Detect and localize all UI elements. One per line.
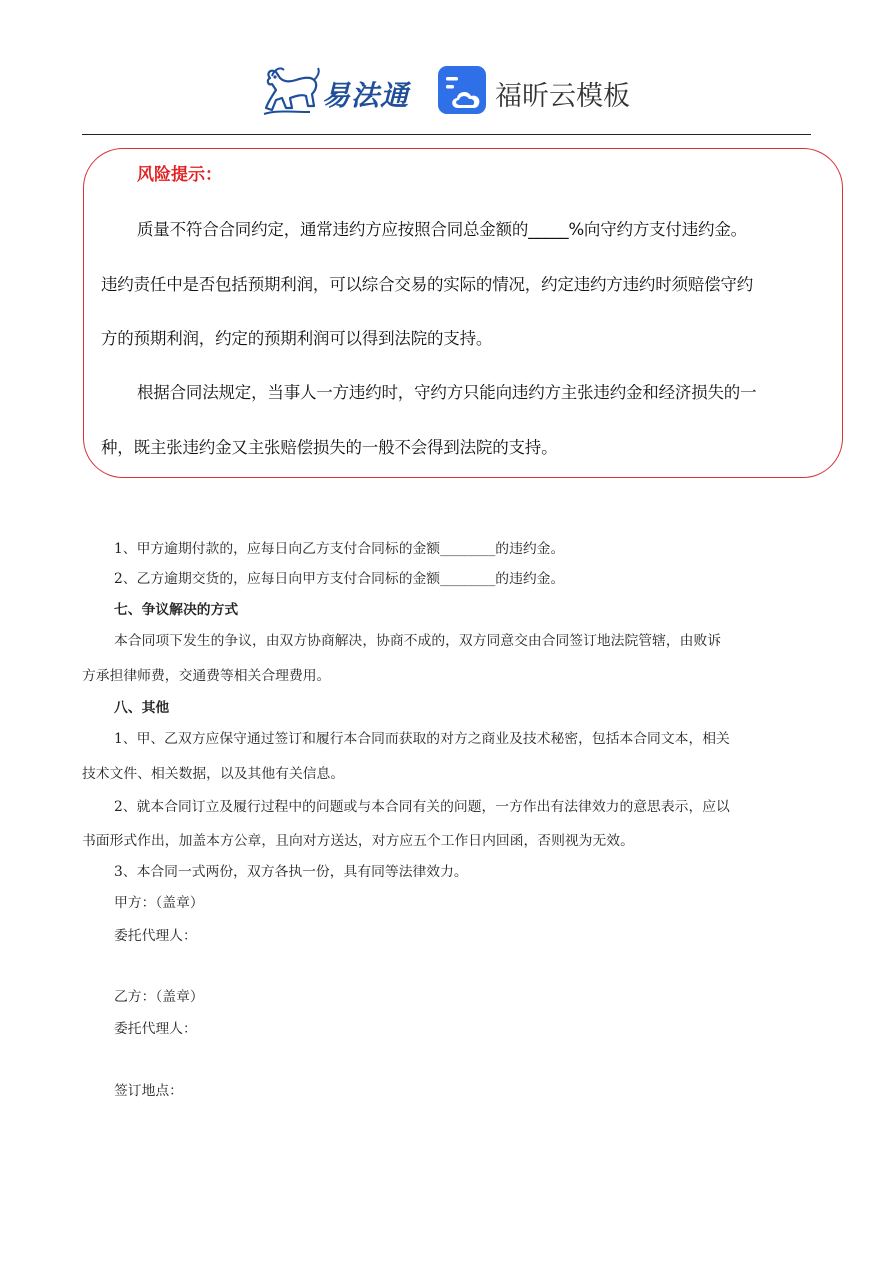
fuxin-logo xyxy=(436,64,636,118)
party-a-signature: 甲方：（盖章） xyxy=(114,895,204,911)
section-heading: 八、其他 xyxy=(114,700,170,716)
cloud-document-icon xyxy=(436,64,488,116)
clause-text: 书面形式作出，加盖本方公章，且向对方送达，对方应五个工作日内回函，否则视为无效。 xyxy=(82,833,634,849)
header-divider xyxy=(82,134,811,135)
party-b-signature: 乙方：（盖章） xyxy=(114,989,204,1005)
party-b-agent: 委托代理人： xyxy=(114,1021,197,1037)
risk-line: 根据合同法规定，当事人一方违约时，守约方只能向违约方主张违约金和经济损失的一 xyxy=(137,383,757,402)
clause-text: 2、就本合同订立及履行过程中的问题或与本合同有关的问题，一方作出有法律效力的意思表示，应以 xyxy=(114,799,730,815)
clause-text: 本合同项下发生的争议，由双方协商解决，协商不成的，双方同意交由合同签订地法院管辖，由败诉 xyxy=(114,633,722,649)
clause-text: 技术文件、相关数据，以及其他有关信息。 xyxy=(82,766,345,782)
clause-text: 1、甲方逾期付款的，应每日向乙方支付合同标的金额________的违约金。 xyxy=(114,541,565,557)
party-a-agent: 委托代理人： xyxy=(114,928,197,944)
clause-text: 1、甲、乙双方应保守通过签订和履行本合同而获取的对方之商业及技术秘密，包括本合同文本，相关 xyxy=(114,731,730,747)
risk-line: 质量不符合合同约定，通常违约方应按照合同总金额的_____%向守约方支付违约金。 xyxy=(137,220,747,239)
clause-text: 3、本合同一式两份，双方各执一份，具有同等法律效力。 xyxy=(114,864,468,880)
risk-warning-box xyxy=(83,148,843,478)
qilin-mascot-icon xyxy=(262,62,322,120)
clause-text: 方承担律师费，交通费等相关合理费用。 xyxy=(82,668,331,684)
yifatong-brand-text: 易法通 xyxy=(322,79,410,112)
section-heading: 七、争议解决的方式 xyxy=(114,602,239,618)
fuxin-brand-text: 福昕云模板 xyxy=(495,81,630,112)
risk-title: 风险提示： xyxy=(137,165,222,185)
clause-text: 2、乙方逾期交货的，应每日向甲方支付合同标的金额________的违约金。 xyxy=(114,571,565,587)
signing-location: 签订地点： xyxy=(114,1083,183,1099)
yifatong-logo xyxy=(262,62,414,120)
risk-line: 违约责任中是否包括预期利润，可以综合交易的实际的情况，约定违约方违约时须赔偿守约 xyxy=(101,275,754,294)
risk-line: 方的预期利润，约定的预期利润可以得到法院的支持。 xyxy=(101,329,493,348)
page-header xyxy=(0,58,893,124)
risk-line: 种，既主张违约金又主张赔偿损失的一般不会得到法院的支持。 xyxy=(101,438,558,457)
